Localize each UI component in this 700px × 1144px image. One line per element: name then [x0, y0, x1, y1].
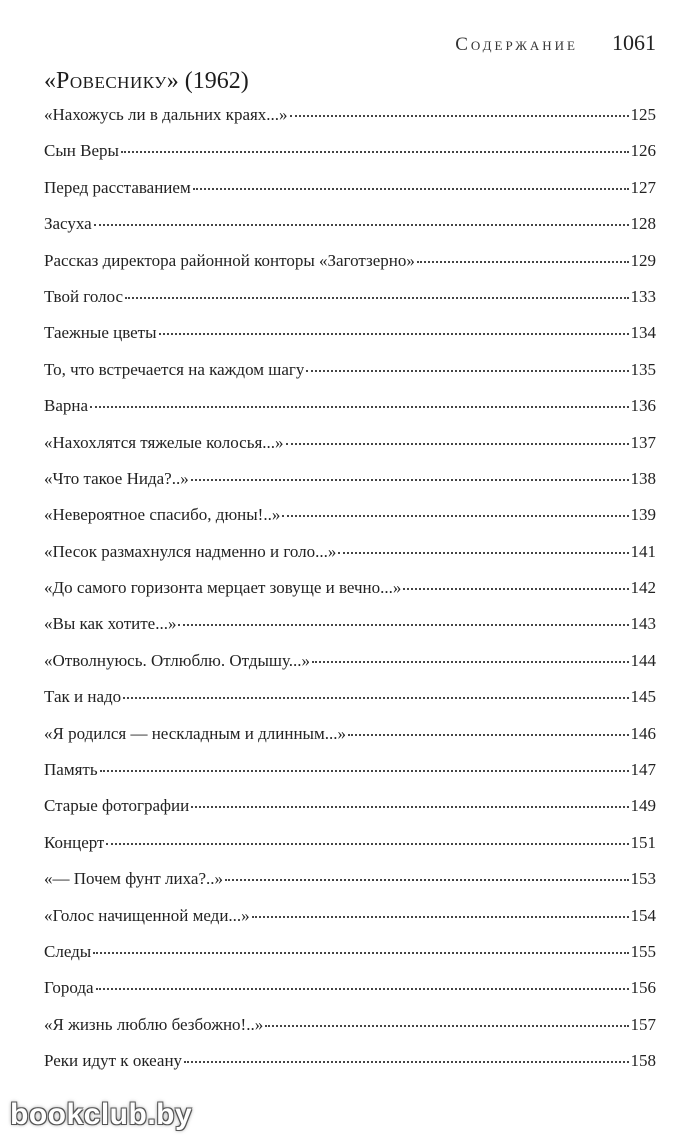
section-title: [44, 68, 249, 95]
toc-entry-title: Старые фотографии: [44, 796, 190, 816]
toc-entry-page: 153: [630, 869, 656, 889]
toc-entry-title: Реки идут к океану: [44, 1051, 183, 1071]
toc-entry: [44, 141, 656, 177]
toc-entry-title: «Невероятное спасибо, дюны!..»: [44, 505, 281, 525]
toc-entry-title: «Нахожусь ли в дальних краях...»: [44, 105, 288, 124]
dot-leader: [348, 733, 629, 736]
dot-leader: [125, 296, 628, 299]
toc-entry-title: Следы: [44, 941, 92, 961]
toc-entry: [44, 433, 656, 469]
section-title-word: Ровеснику: [56, 68, 167, 94]
dot-leader: [159, 332, 629, 335]
running-head: [455, 30, 656, 56]
toc-entry: [44, 1015, 656, 1051]
toc-entry: [44, 724, 656, 760]
toc-entry: [44, 978, 656, 1014]
dot-leader: [184, 1060, 628, 1063]
toc-entry: [44, 833, 656, 869]
toc-entry-title: «Я родился — нескладным и длинным...»: [44, 723, 346, 743]
dot-leader: [191, 478, 629, 481]
dot-leader: [286, 442, 629, 445]
toc-entry-title: «Что такое Нида?..»: [44, 468, 189, 488]
toc-entry: [44, 469, 656, 505]
toc-entry-page: 146: [630, 723, 656, 743]
toc-entry: [44, 360, 656, 396]
toc-entry-page: 142: [630, 578, 656, 598]
toc-entry-page: 151: [630, 832, 656, 852]
toc-entry: [44, 178, 656, 214]
dot-leader: [96, 987, 629, 990]
toc-entry: [44, 578, 656, 614]
toc-entry: [44, 105, 656, 141]
toc-entry-page: 145: [630, 687, 656, 707]
toc-entry-title: Память: [44, 760, 98, 780]
toc-entry-title: «Нахохлятся тяжелые колосья...»: [44, 432, 284, 452]
toc-entry-page: 158: [630, 1051, 656, 1071]
toc-entry-page: 134: [630, 323, 656, 343]
dot-leader: [178, 623, 628, 626]
dot-leader: [121, 150, 629, 153]
dot-leader: [282, 514, 628, 517]
running-title: Содержание: [455, 34, 578, 55]
toc-entry: [44, 906, 656, 942]
watermark-logo: bookclub.by: [10, 1098, 193, 1131]
dot-leader: [290, 114, 629, 117]
toc-entry-title: Сын Веры: [44, 141, 119, 161]
toc-entry: [44, 287, 656, 323]
toc-entry-page: 157: [630, 1014, 656, 1034]
toc-entry: [44, 251, 656, 287]
toc-entry: [44, 1051, 656, 1087]
toc-entry-title: Засуха: [44, 214, 92, 234]
toc-entry: [44, 323, 656, 359]
dot-leader: [403, 587, 628, 590]
dot-leader: [106, 842, 628, 845]
dot-leader: [252, 915, 629, 918]
toc-entry: [44, 505, 656, 541]
toc-entry-title: Твой голос: [44, 286, 124, 306]
dot-leader: [306, 369, 628, 372]
dot-leader: [94, 223, 629, 226]
toc-entry-page: 126: [630, 141, 656, 161]
toc-entry: [44, 542, 656, 578]
toc-entry-page: 155: [630, 941, 656, 961]
dot-leader: [93, 951, 628, 954]
dot-leader: [191, 805, 628, 808]
table-of-contents: [44, 105, 656, 1088]
dot-leader: [225, 878, 628, 881]
dot-leader: [193, 187, 629, 190]
toc-entry-title: «— Почем фунт лиха?..»: [44, 869, 224, 889]
section-year: (1962): [178, 68, 249, 94]
dot-leader: [265, 1024, 628, 1027]
toc-entry-page: 127: [630, 177, 656, 197]
toc-entry-title: «Вы как хотите...»: [44, 614, 177, 634]
toc-entry-title: «Песок размахнулся надменно и голо...»: [44, 541, 337, 561]
toc-entry-page: 133: [630, 286, 656, 306]
toc-entry-page: 136: [630, 396, 656, 416]
toc-entry: [44, 942, 656, 978]
dot-leader: [338, 551, 628, 554]
toc-entry-title: Концерт: [44, 832, 105, 852]
dot-leader: [123, 696, 628, 699]
toc-entry-page: 154: [630, 905, 656, 925]
toc-entry: [44, 614, 656, 650]
toc-entry-page: 138: [630, 468, 656, 488]
toc-entry-title: Так и надо: [44, 687, 122, 707]
toc-entry-page: 147: [630, 760, 656, 780]
toc-entry-page: 128: [630, 214, 656, 234]
toc-entry-page: 139: [630, 505, 656, 525]
toc-entry-page: 143: [630, 614, 656, 634]
toc-entry-title: Варна: [44, 396, 89, 416]
toc-entry-title: Рассказ директора районной конторы «Заготзерно»: [44, 250, 415, 270]
toc-entry-title: «Отволнуюсь. Отлюблю. Отдышу...»: [44, 650, 311, 670]
toc-entry-title: То, что встречается на каждом шагу: [44, 359, 305, 379]
toc-entry: [44, 869, 656, 905]
section-quote-close: »: [166, 68, 179, 94]
toc-entry-title: Перед расставанием: [44, 177, 191, 197]
section-quote-open: «: [44, 68, 56, 94]
toc-entry: [44, 651, 656, 687]
toc-entry: [44, 396, 656, 432]
toc-entry: [44, 214, 656, 250]
toc-entry-page: 156: [630, 978, 656, 998]
toc-entry: [44, 760, 656, 796]
toc-entry-page: 135: [630, 359, 656, 379]
toc-entry-page: 129: [630, 250, 656, 270]
toc-entry-title: Таежные цветы: [44, 323, 157, 343]
dot-leader: [100, 769, 629, 772]
toc-entry-title: «Я жизнь люблю безбожно!..»: [44, 1014, 264, 1034]
toc-entry-page: 144: [630, 650, 656, 670]
dot-leader: [90, 405, 628, 408]
toc-entry-page: 137: [630, 432, 656, 452]
dot-leader: [312, 660, 628, 663]
toc-entry: [44, 796, 656, 832]
toc-entry: [44, 687, 656, 723]
toc-entry-title: «До самого горизонта мерцает зовуще и вечно...»: [44, 578, 402, 598]
toc-entry-page: 149: [630, 796, 656, 816]
toc-entry-title: Города: [44, 978, 94, 998]
toc-entry-title: «Голос начищенной меди...»: [44, 905, 250, 925]
toc-entry-page: 125: [630, 105, 656, 124]
dot-leader: [417, 260, 629, 263]
toc-entry-page: 141: [630, 541, 656, 561]
page-number: 1061: [612, 30, 656, 55]
